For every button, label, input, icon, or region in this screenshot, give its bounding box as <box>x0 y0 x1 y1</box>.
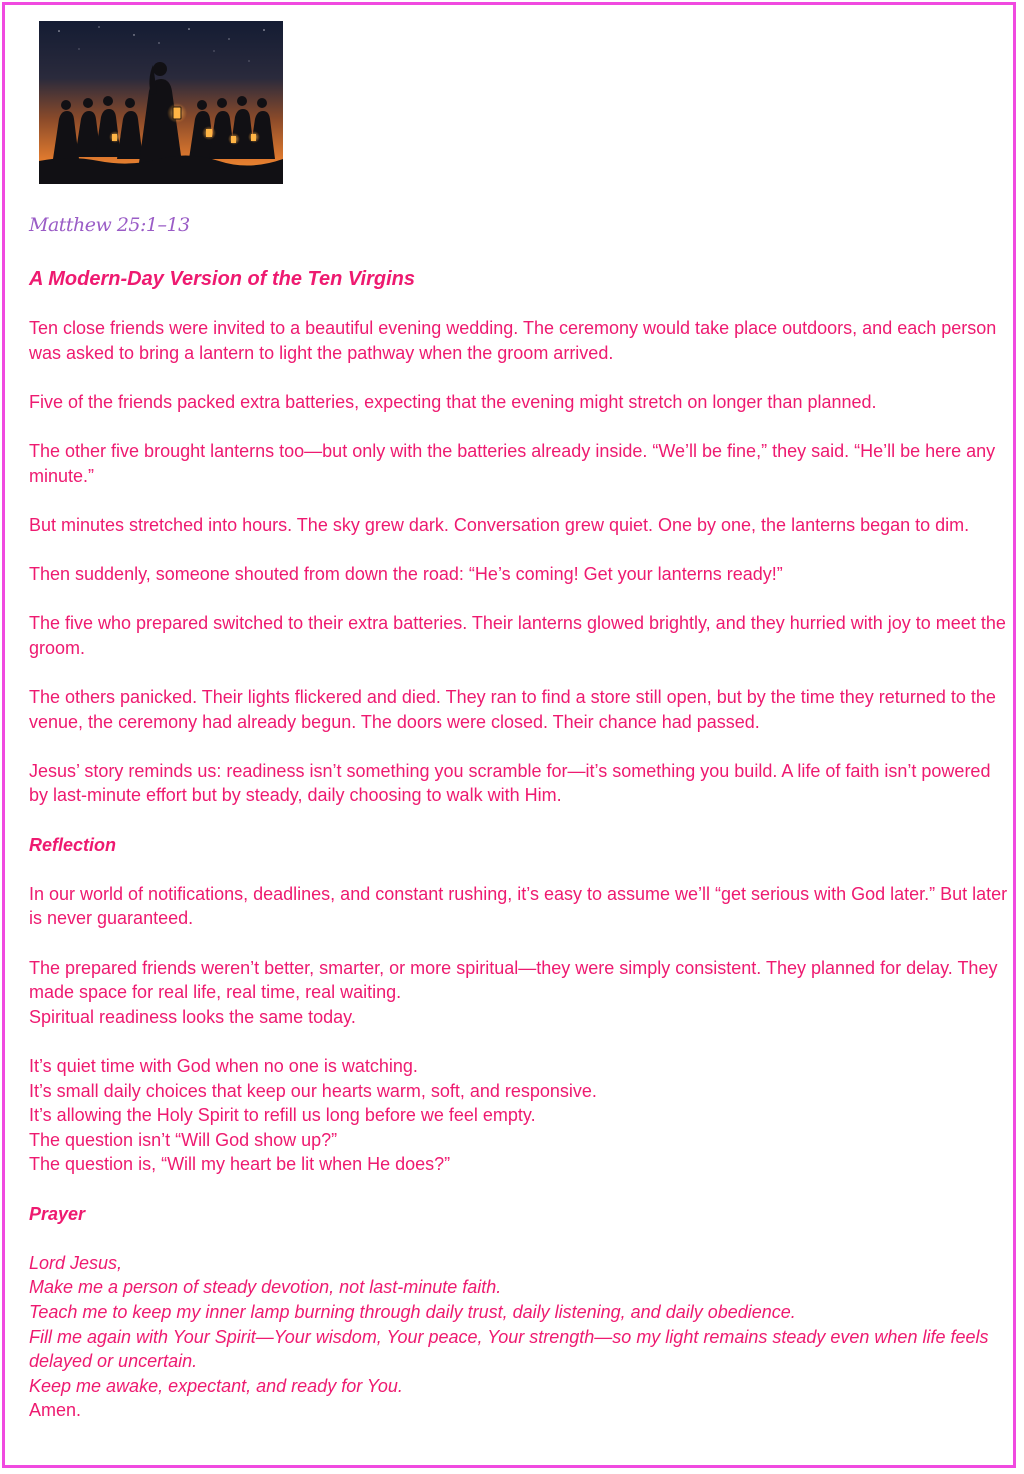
reflection-line: Spiritual readiness looks the same today. <box>29 1006 356 1027</box>
story-paragraph: The five who prepared switched to their extra batteries. Their lanterns glowed brightly, and they hurried with joy to meet the groom. <box>29 613 1006 658</box>
scripture-reference: Matthew 25:1–13 <box>29 214 190 236</box>
page <box>2 2 1016 1468</box>
reflection-paragraph: In our world of notifications, deadlines, and constant rushing, it’s easy to assume we’ll “get serious with God later.” But later is never guaranteed. <box>29 883 1008 929</box>
prayer-line: Fill me again with Your Spirit—Your wisdom, Your peace, Your strength—so my light remains steady even when life feels delayed or uncertain. <box>29 1326 989 1372</box>
reflection-line: It’s quiet time with God when no one is watching. <box>29 1056 418 1076</box>
reflection-line: The question isn’t “Will God show up?” <box>29 1129 338 1150</box>
article <box>29 213 1014 1448</box>
story-paragraph: Five of the friends packed extra batteries, expecting that the evening might stretch on longer than planned. <box>29 391 877 412</box>
story-paragraph: But minutes stretched into hours. The sky grew dark. Conversation grew quiet. One by one, the lanterns began to dim. <box>29 514 970 535</box>
reflection-line: It’s small daily choices that keep our hearts warm, soft, and responsive. <box>29 1080 597 1101</box>
reflection-paragraph <box>29 956 1014 1030</box>
prayer-line: Lord Jesus, <box>29 1252 123 1273</box>
reflection-list <box>29 1054 1014 1177</box>
lantern-silhouettes-illustration <box>39 21 283 184</box>
hero-image <box>39 21 283 184</box>
prayer-heading: Prayer <box>29 1203 86 1224</box>
reflection-line: The question is, “Will my heart be lit when He does?” <box>29 1154 451 1175</box>
article-title: A Modern-Day Version of the Ten Virgins <box>29 268 415 290</box>
story-paragraph: The other five brought lanterns too—but only with the batteries already inside. “We’ll be fine,” they said. “He’ll be here any minute.” <box>29 441 996 486</box>
prayer-line: Make me a person of steady devotion, not last-minute faith. <box>29 1277 502 1298</box>
reflection-line: It’s allowing the Holy Spirit to refill us long before we feel empty. <box>29 1105 536 1126</box>
story-paragraph: The others panicked. Their lights flickered and died. They ran to find a store still open, but by the time they returned to the venue, the ceremony had already begun. The doors were closed. Their chance had passed. <box>29 687 996 732</box>
prayer-line: Teach me to keep my inner lamp burning through daily trust, daily listening, and daily obedience. <box>29 1301 796 1322</box>
reflection-line: The prepared friends weren’t better, smarter, or more spiritual—they were simply consistent. They planned for delay. They made space for real life, real time, real waiting. <box>29 957 998 1003</box>
prayer-text <box>29 1251 1014 1423</box>
story-paragraph: Then suddenly, someone shouted from down the road: “He’s coming! Get your lanterns ready!” <box>29 564 783 585</box>
story-paragraph: Ten close friends were invited to a beautiful evening wedding. The ceremony would take place outdoors, and each person was asked to bring a lantern to light the pathway when the groom arrived. <box>29 318 997 363</box>
prayer-closing: Amen. <box>29 1400 82 1421</box>
prayer-line: Keep me awake, expectant, and ready for You. <box>29 1375 403 1396</box>
story-paragraph: Jesus’ story reminds us: readiness isn’t something you scramble for—it’s something you build. A life of faith isn’t powered by last-minute effort but by steady, daily choosing to walk with Him. <box>29 760 991 806</box>
reflection-heading: Reflection <box>29 834 117 855</box>
